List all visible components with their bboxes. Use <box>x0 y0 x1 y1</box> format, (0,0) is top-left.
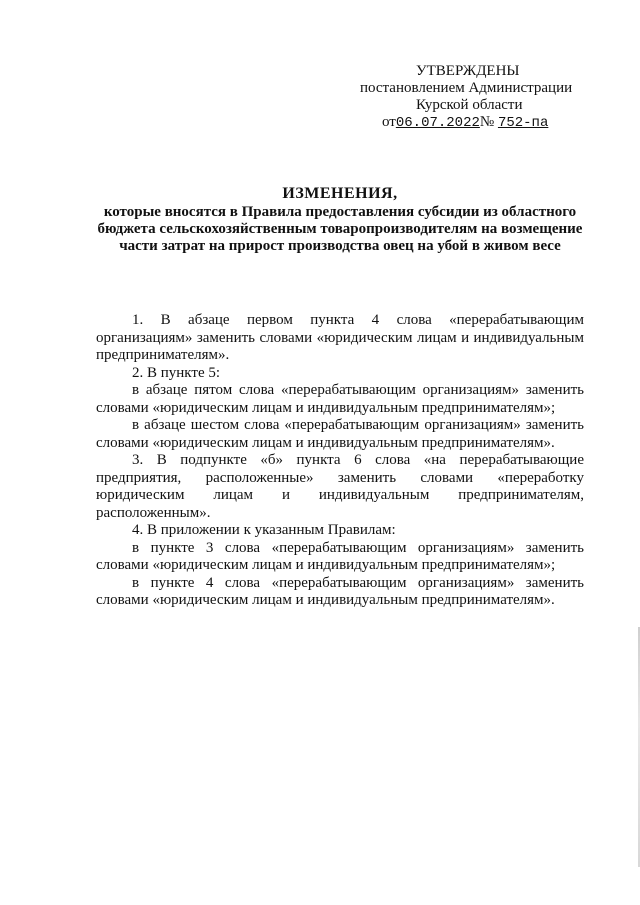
paragraph: в пункте 4 слова «перерабатывающим организациям» заменить словами «юридическим лицам и индивидуальным предпринимателям». <box>96 574 584 608</box>
document-body <box>96 312 584 610</box>
approval-number-sign: № <box>479 114 495 130</box>
paragraph: 3. В подпункте «б» пункта 6 слова «на перерабатывающие предприятия, расположенные» заменить словами «переработку юридическим лицам и индивидуальным предпринимателям, расположенным». <box>96 452 584 521</box>
paragraph: в пункте 3 слова «перерабатывающим организациям» заменить словами «юридическим лицам и индивидуальным предпринимателям»; <box>96 539 584 573</box>
paragraph: 2. В пункте 5: <box>132 364 221 381</box>
document-heading <box>96 185 584 255</box>
document-title: ИЗМЕНЕНИЯ, <box>282 185 398 202</box>
paragraph: в абзаце шестом слова «перерабатывающим организациям» заменить словами «юридическим лицам и индивидуальным предпринимателям». <box>96 417 584 451</box>
approval-date-number <box>360 114 600 132</box>
approval-stamp <box>360 63 600 132</box>
paragraph: 4. В приложении к указанным Правилам: <box>132 522 396 538</box>
approval-region: Курской области <box>416 97 523 113</box>
paragraph: 1. В абзаце первом пункта 4 слова «перерабатывающим организациям» заменить словами «юридическим лицам и индивидуальным предпринимателям». <box>96 312 584 363</box>
document-subtitle: которые вносятся в Правила предоставления субсидии из областного бюджета сельскохозяйственным товаропроизводителям на возмещение части затрат на прирост производства овец на убой в живом весе <box>97 204 583 254</box>
approval-date: 06.07.2022 <box>395 115 480 131</box>
approval-issuer: постановлением Администрации <box>360 80 573 96</box>
approval-prefix: от <box>382 114 396 130</box>
approval-title: УТВЕРЖДЕНЫ <box>416 63 520 79</box>
paragraph: в абзаце пятом слова «перерабатывающим организациям» заменить словами «юридическим лицам и индивидуальным предпринимателям»; <box>96 382 584 416</box>
approval-number: 752-па <box>497 115 549 131</box>
